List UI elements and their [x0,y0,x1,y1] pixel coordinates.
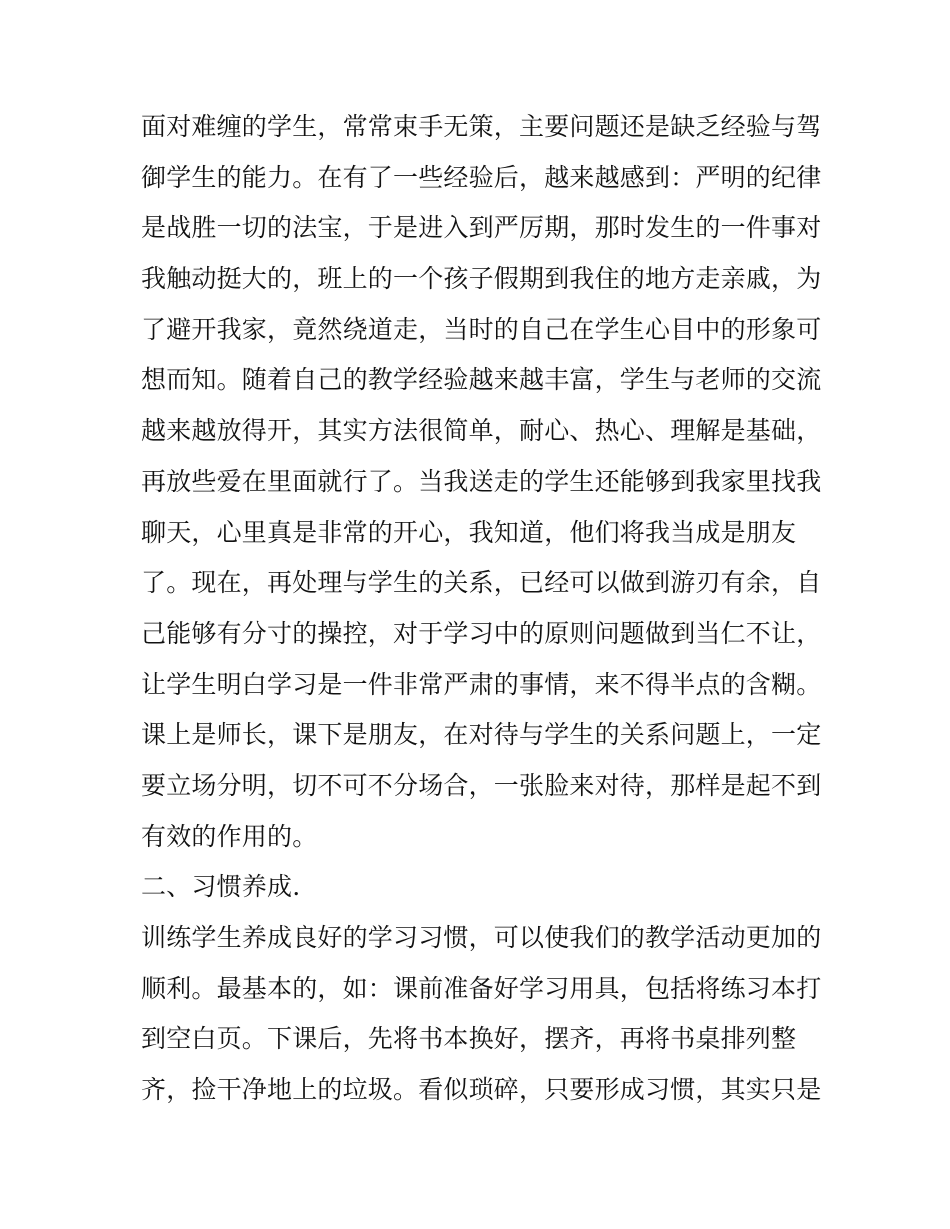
text-line: 再放些爱在里面就行了。当我送走的学生还能够到我家里找我 [141,466,822,496]
text-line: 御学生的能力。在有了一些经验后，越来越感到：严明的纪律 [141,162,822,192]
text-line: 训练学生养成良好的学习习惯，可以使我们的教学活动更加的 [141,923,822,952]
text-line: 是战胜一切的法宝，于是进入到严厉期，那时发生的一件事对 [141,213,822,243]
text-line: 让学生明白学习是一件非常严肃的事情，来不得半点的含糊。 [141,669,822,699]
text-line: 我触动挺大的，班上的一个孩子假期到我住的地方走亲戚，为 [141,264,822,294]
text-line: 到空白页。下课后，先将书本换好，摆齐，再将书桌排列整 [141,1024,797,1054]
text-line: 越来越放得开，其实方法很简单，耐心、热心、理解是基础， [141,416,822,446]
body-text [141,102,822,1116]
text-line: 想而知。随着自己的教学经验越来越丰富，学生与老师的交流 [141,365,822,395]
text-line: 齐，捡干净地上的垃圾。看似琐碎，只要形成习惯，其实只是 [141,1075,822,1105]
text-line: 面对难缠的学生，常常束手无策，主要问题还是缺乏经验与驾 [141,112,822,141]
text-line: 顺利。最基本的，如：课前准备好学习用具，包括将练习本打 [141,973,822,1003]
text-line: 要立场分明，切不可不分场合，一张脸来对待，那样是起不到 [141,770,822,800]
text-line: 课上是师长，课下是朋友，在对待与学生的关系问题上，一定 [141,720,822,750]
text-line: 己能够有分寸的操控，对于学习中的原则问题做到当仁不让， [141,618,822,648]
text-line: 了。现在，再处理与学生的关系，已经可以做到游刃有余，自 [141,568,822,598]
text-line: 了避开我家，竟然绕道走，当时的自己在学生心目中的形象可 [141,314,822,344]
text-line: 有效的作用的。 [141,821,318,851]
section-heading: 二、习惯养成. [141,872,301,902]
text-line: 聊天，心里真是非常的开心，我知道，他们将我当成是朋友 [141,517,797,547]
